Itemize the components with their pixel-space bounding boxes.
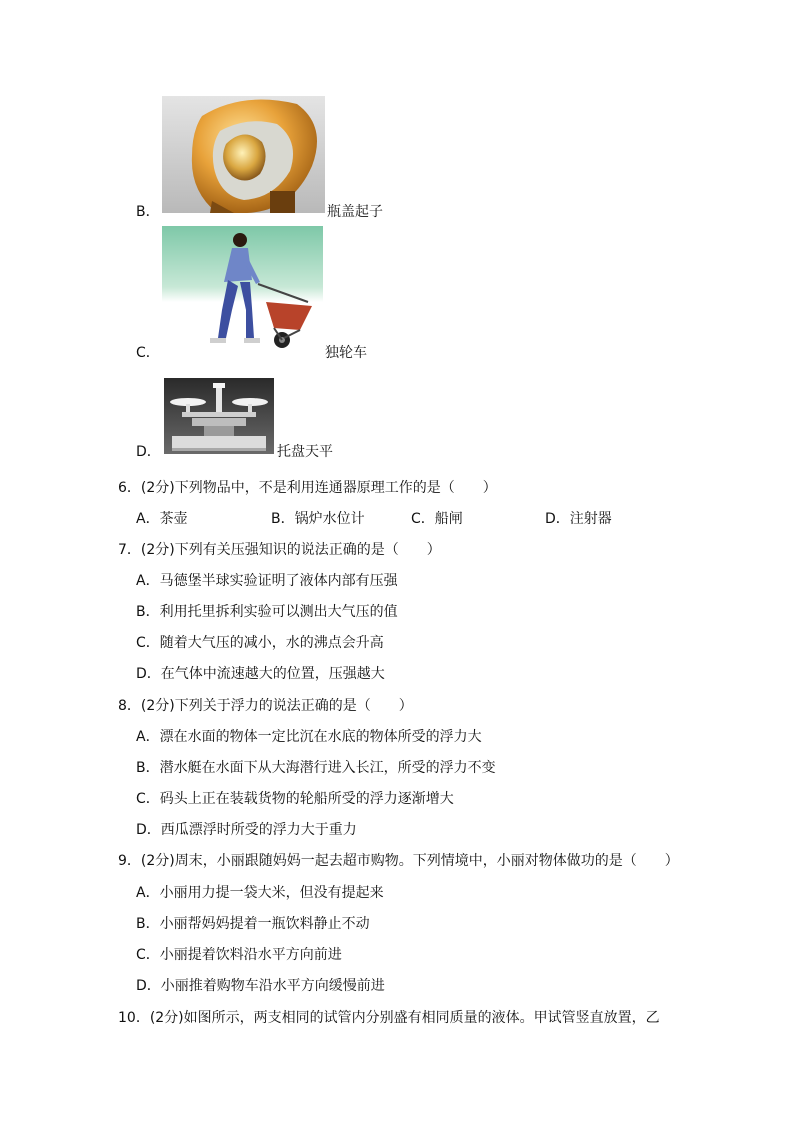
q9-option-c: C．小丽提着饮料沿水平方向前进: [136, 947, 342, 963]
q6-option-d: D．注射器: [545, 511, 612, 527]
bottle-opener-icon: [162, 96, 325, 213]
q6-option-b: B．锅炉水位计: [271, 511, 365, 527]
q6-option-c: C．船闸: [411, 511, 463, 527]
balance-image: [164, 378, 274, 454]
wheelbarrow-icon: [162, 226, 323, 350]
q8-option-c: C．码头上正在装载货物的轮船所受的浮力逐渐增大: [136, 791, 454, 807]
question-6-stem: 6．(2分)下列物品中，不是利用连通器原理工作的是（ ）: [118, 480, 497, 496]
option-c-letter: C．: [136, 345, 160, 361]
q8-option-d: D．西瓜漂浮时所受的浮力大于重力: [136, 822, 357, 838]
option-d-caption: 托盘天平: [277, 444, 333, 460]
q7-option-d: D．在气体中流速越大的位置，压强越大: [136, 666, 385, 682]
option-c-caption: 独轮车: [325, 345, 367, 361]
q9-option-a: A．小丽用力提一袋大米，但没有提起来: [136, 885, 384, 901]
balance-scale-icon: [164, 378, 274, 454]
q9-option-d: D．小丽推着购物车沿水平方向缓慢前进: [136, 978, 385, 994]
question-9-stem: 9．(2分)周末，小丽跟随妈妈一起去超市购物。下列情境中，小丽对物体做功的是（ ）: [118, 853, 679, 869]
q6-option-a: A．茶壶: [136, 511, 188, 527]
bottle-opener-image: [162, 96, 325, 213]
question-7-stem: 7．(2分)下列有关压强知识的说法正确的是（ ）: [118, 542, 441, 558]
q7-option-a: A．马德堡半球实验证明了液体内部有压强: [136, 573, 398, 589]
option-b-letter: B．: [136, 204, 160, 220]
question-10-stem: 10．(2分)如图所示，两支相同的试管内分别盛有相同质量的液体。甲试管竖直放置，乙: [118, 1010, 660, 1026]
q9-option-b: B．小丽帮妈妈提着一瓶饮料静止不动: [136, 916, 370, 932]
question-8-stem: 8．(2分)下列关于浮力的说法正确的是（ ）: [118, 698, 413, 714]
q7-option-b: B．利用托里拆利实验可以测出大气压的值: [136, 604, 398, 620]
wheelbarrow-image: [162, 226, 323, 350]
q8-option-a: A．漂在水面的物体一定比沉在水底的物体所受的浮力大: [136, 729, 482, 745]
q7-option-c: C．随着大气压的减小，水的沸点会升高: [136, 635, 384, 651]
option-d-letter: D．: [136, 444, 161, 460]
option-b-caption: 瓶盖起子: [327, 204, 383, 220]
q8-option-b: B．潜水艇在水面下从大海潜行进入长江，所受的浮力不变: [136, 760, 496, 776]
